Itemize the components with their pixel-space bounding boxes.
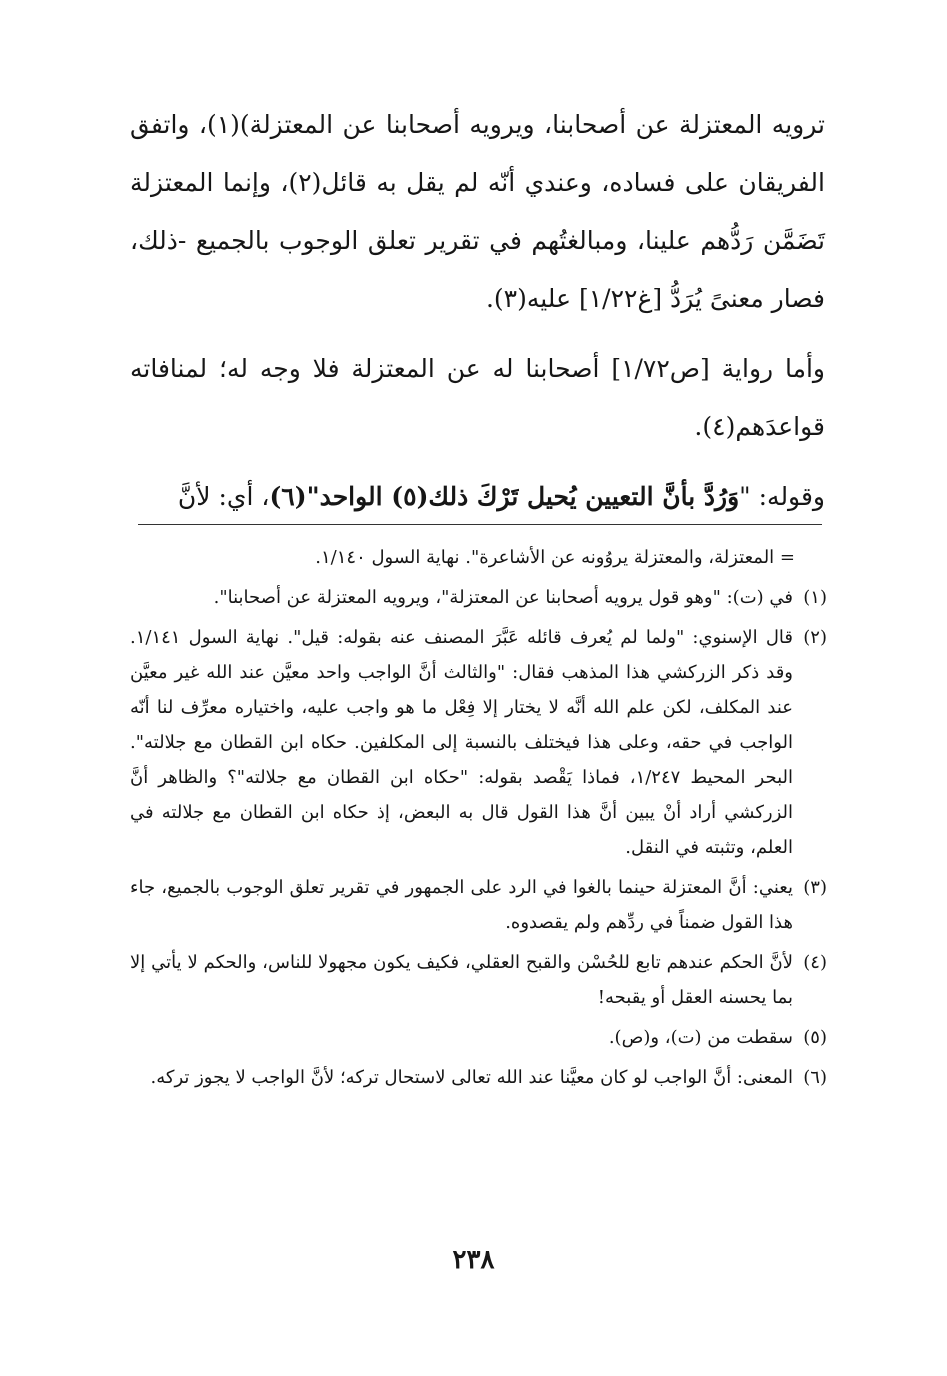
footnote-4	[130, 945, 827, 1015]
footnote-number: (١)	[803, 587, 827, 608]
footnote-5	[130, 1020, 827, 1055]
quote-intro: وقوله: "	[739, 482, 825, 511]
footnote-text: في (ت): "وهو قول يرويه أصحابنا عن المعتزلة"، ويرويه المعتزلة عن أصحابنا".	[213, 587, 793, 608]
paragraph-1: ترويه المعتزلة عن أصحابنا، ويرويه أصحابنا عن المعتزلة)(١)، واتفق الفريقان على فساده، وعندي أنّه لم يقل به قائل(٢)، وإنما المعتزلة تَضَمَّن رَدُّهم علينا، ومبالغتُهم في تقرير تعلق الوجوب بالجميع -ذلك، فصار معنىً يُرَدُّ [غ١/٢٢] عليه(٣).	[130, 110, 825, 313]
quoted-text: وَرُدَّ بأنَّ التعيين يُحيل تَرْكَ ذلك(٥) الواحد"(٦)	[269, 482, 740, 511]
main-text	[130, 96, 825, 526]
footnote-text: قال الإسنوي: "ولما لم يُعرف قائله عَبَّرَ المصنف عنه بقوله: قيل". نهاية السول ١/١٤١. وقد ذكر الزركشي هذا المذهب فقال: "والثالث أنَّ الواجب واحد معيَّن عند الله غير معيَّن عند المكلف، لكن علم الله أنَّه لا يختار إلا فِعْل ما هو واجب عليه، واختياره معرِّف لنا أنّه الواجب في حقه، وعلى هذا فيختلف بالنسبة إلى المكلفين. حكاه ابن القطان مع جلالته". البحر المحيط ١/٢٤٧، فماذا يَقْصد بقوله: "حكاه ابن القطان مع جلالته"؟ والظاهر أنَّ الزركشي أراد أنْ يبين أنَّ هذا القول قال به البعض، إذ حكاه ابن القطان مع جلالته في العلم، وتثبته في النقل.	[130, 627, 794, 858]
footnote-3	[130, 870, 827, 940]
page-number: ٢٣٨	[452, 1245, 495, 1275]
footnote-text: سقطت من (ت)، و(ص).	[608, 1027, 793, 1048]
footnote-number: (٢)	[803, 627, 827, 648]
paragraph-2: وأما رواية [ص١/٧٢] أصحابنا له عن المعتزلة فلا وجه له؛ لمنافاته قواعدَهم(٤).	[130, 354, 825, 441]
footnote-number: (٤)	[803, 952, 827, 973]
footnote-separator	[138, 524, 822, 525]
footnote-number: (٣)	[803, 877, 827, 898]
footnote-2	[130, 620, 827, 865]
footnote-text: لأنَّ الحكم عندهم تابع للحُسْن والقبح العقلي، فكيف يكون مجهولا للناس، والحكم لا يأتي إلا بما يحسنه العقل أو يقبحه!	[130, 952, 793, 1008]
footnote-number: (٥)	[803, 1027, 827, 1048]
paragraph-3	[130, 468, 825, 526]
footnote-continuation	[130, 540, 827, 575]
footnote-continuation-text: = المعتزلة، والمعتزلة يروُونه عن الأشاعرة". نهاية السول ١/١٤٠.	[315, 547, 795, 568]
footnote-6	[130, 1060, 827, 1095]
footnote-text: المعنى: أنَّ الواجب لو كان معيَّنا عند الله تعالى لاستحال تركه؛ لأنَّ الواجب لا يجوز تركه.	[150, 1067, 793, 1088]
footnote-number: (٦)	[803, 1067, 827, 1088]
paragraph-3-tail: ، أي: لأنَّ	[177, 482, 270, 511]
footnotes	[130, 540, 827, 1100]
footnote-1	[130, 580, 827, 615]
footnote-text: يعني: أنَّ المعتزلة حينما بالغوا في الرد على الجمهور في تقرير تعلق الوجوب بالجميع، جاء هذا القول ضمناً في ردِّهم ولم يقصدوه.	[130, 877, 793, 933]
